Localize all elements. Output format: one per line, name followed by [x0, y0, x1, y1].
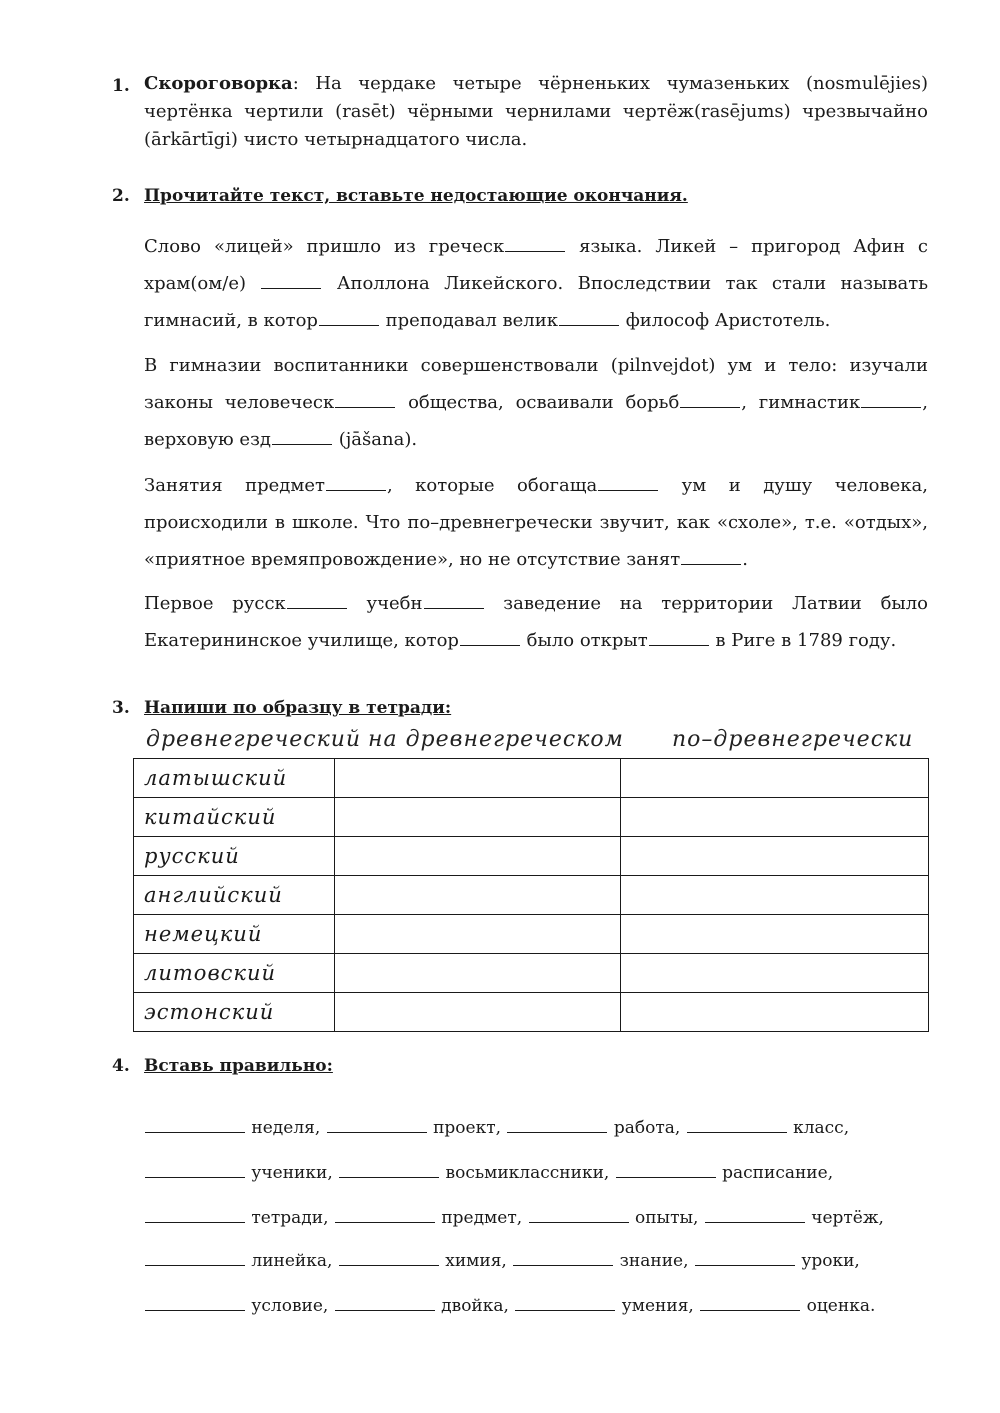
text: В гимназии воспитанники совершенствовали (pilnvejdot) ум и тело: изучали законы человеческ — [144, 355, 928, 413]
blank[interactable] — [529, 1207, 629, 1223]
table-row — [134, 993, 929, 1032]
row-label: английский — [134, 876, 335, 915]
word: двойка, — [441, 1296, 509, 1316]
answer-cell[interactable] — [335, 993, 621, 1032]
answer-cell[interactable] — [335, 876, 621, 915]
answer-cell[interactable] — [621, 876, 929, 915]
answer-cell[interactable] — [621, 915, 929, 954]
blank[interactable] — [559, 307, 619, 326]
text: учебн — [347, 593, 423, 614]
word: проект, — [433, 1118, 502, 1138]
word: расписание, — [722, 1163, 834, 1183]
text: , которые обогаща — [386, 475, 598, 496]
word: восьмиклассники, — [445, 1163, 610, 1183]
blank[interactable] — [261, 270, 321, 289]
word: ученики, — [251, 1163, 333, 1183]
blank[interactable] — [695, 1250, 795, 1266]
blank[interactable] — [145, 1162, 245, 1178]
blank[interactable] — [326, 472, 386, 491]
column-header-1: древнегреческий — [146, 727, 362, 752]
word: предмет, — [441, 1208, 523, 1228]
text: философ Аристотель. — [619, 310, 831, 331]
blank[interactable] — [272, 426, 332, 445]
text: общества, осваивали борьб — [396, 392, 680, 413]
answer-cell[interactable] — [335, 798, 621, 837]
text: ум и душу человека, происходили в школе. Что по–древнегречески звучит, как «схоле», т.е. «отдых», «приятное времяпровождение», но не отсутствие занят — [144, 475, 929, 570]
blank[interactable] — [861, 389, 921, 408]
blank[interactable] — [145, 1250, 245, 1266]
row-label: немецкий — [134, 915, 335, 954]
answer-cell[interactable] — [621, 759, 929, 798]
blank[interactable] — [460, 627, 520, 646]
task-heading: Вставь правильно: — [144, 1056, 333, 1076]
blank[interactable] — [335, 389, 395, 408]
paragraph-4 — [144, 585, 928, 659]
answer-cell[interactable] — [621, 837, 929, 876]
word: опыты, — [634, 1208, 699, 1228]
text: Слово «лицей» пришло из греческ — [144, 236, 505, 257]
tongue-twister-title: Скороговорка — [144, 73, 293, 94]
text: , гимнастик — [741, 392, 861, 413]
word: химия, — [445, 1251, 507, 1271]
task-number: 2. — [112, 186, 130, 206]
blank[interactable] — [339, 1250, 439, 1266]
word: уроки, — [801, 1251, 860, 1271]
task-heading: Напиши по образцу в тетради: — [144, 698, 452, 718]
table-row — [134, 876, 929, 915]
task-number: 4. — [112, 1056, 130, 1076]
answer-cell[interactable] — [335, 954, 621, 993]
word: линейка, — [251, 1251, 333, 1271]
table-row — [134, 915, 929, 954]
answer-cell[interactable] — [621, 954, 929, 993]
blank[interactable] — [335, 1207, 435, 1223]
fill-line-5 — [144, 1295, 875, 1316]
row-label: русский — [134, 837, 335, 876]
blank[interactable] — [687, 1117, 787, 1133]
answer-cell[interactable] — [621, 993, 929, 1032]
text: Аполлона Ликейского. Впоследствии так стали называть гимнасий, в котор — [144, 273, 928, 331]
table-row — [134, 759, 929, 798]
text: Первое русск — [144, 593, 286, 614]
row-label: латышский — [134, 759, 335, 798]
task-number: 3. — [112, 698, 130, 718]
column-header-2: на древнегреческом — [368, 727, 624, 752]
word: условие, — [251, 1296, 329, 1316]
text: было открыт — [520, 630, 648, 651]
text: (jāšana). — [332, 429, 418, 450]
blank[interactable] — [700, 1295, 800, 1311]
text: Занятия предмет — [144, 475, 325, 496]
word: чертёж, — [811, 1208, 884, 1228]
word: тетради, — [251, 1208, 329, 1228]
task-number: 1. — [112, 76, 130, 96]
tongue-twister-text: : На чердаке четыре чёрненьких чумазеньких (nosmulējies) чертёнка чертили (rasēt) чёрными чернилами чертёж(rasējums) чрезвычайно (ārkārtīgi) чисто четырнадцатого числа. — [144, 73, 928, 150]
blank[interactable] — [287, 590, 347, 609]
fill-line-3 — [144, 1207, 884, 1228]
blank[interactable] — [507, 1117, 607, 1133]
fill-line-1 — [144, 1117, 849, 1138]
blank[interactable] — [598, 472, 658, 491]
task-heading: Прочитайте текст, вставьте недостающие окончания. — [144, 186, 688, 206]
paragraph-2 — [144, 347, 928, 458]
paragraph-3 — [144, 467, 928, 578]
column-header-3: по–древнегречески — [672, 727, 914, 752]
blank[interactable] — [649, 627, 709, 646]
blank[interactable] — [424, 590, 484, 609]
text: , верховую езд — [144, 392, 928, 450]
row-label: китайский — [134, 798, 335, 837]
answer-cell[interactable] — [335, 915, 621, 954]
blank[interactable] — [616, 1162, 716, 1178]
blank[interactable] — [145, 1207, 245, 1223]
row-label: эстонский — [134, 993, 335, 1032]
blank[interactable] — [145, 1295, 245, 1311]
answer-cell[interactable] — [335, 837, 621, 876]
blank[interactable] — [705, 1207, 805, 1223]
blank[interactable] — [681, 546, 741, 565]
paragraph-1 — [144, 228, 928, 339]
text: . — [742, 549, 748, 570]
word: класс, — [793, 1118, 850, 1138]
blank[interactable] — [319, 307, 379, 326]
blank[interactable] — [145, 1117, 245, 1133]
tongue-twister — [144, 70, 928, 154]
fill-line-4 — [144, 1250, 860, 1271]
answer-cell[interactable] — [621, 798, 929, 837]
word: работа, — [613, 1118, 681, 1138]
row-label: литовский — [134, 954, 335, 993]
word: умения, — [621, 1296, 694, 1316]
blank[interactable] — [680, 389, 740, 408]
text: языка. Ликей – пригород Афин с храм(ом/е) — [144, 236, 928, 294]
word: знание, — [619, 1251, 689, 1271]
answer-cell[interactable] — [335, 759, 621, 798]
fill-line-2 — [144, 1162, 833, 1183]
language-table — [133, 758, 929, 1032]
text: в Риге в 1789 году. — [709, 630, 897, 651]
table-row — [134, 954, 929, 993]
text: заведение на территории Латвии было Екатерининское училище, котор — [144, 593, 928, 651]
blank[interactable] — [327, 1117, 427, 1133]
blank[interactable] — [515, 1295, 615, 1311]
table-row — [134, 837, 929, 876]
blank[interactable] — [339, 1162, 439, 1178]
blank[interactable] — [513, 1250, 613, 1266]
word: неделя, — [251, 1118, 321, 1138]
blank[interactable] — [335, 1295, 435, 1311]
blank[interactable] — [505, 233, 565, 252]
text: преподавал велик — [379, 310, 558, 331]
word: оценка. — [806, 1296, 876, 1316]
table-row — [134, 798, 929, 837]
